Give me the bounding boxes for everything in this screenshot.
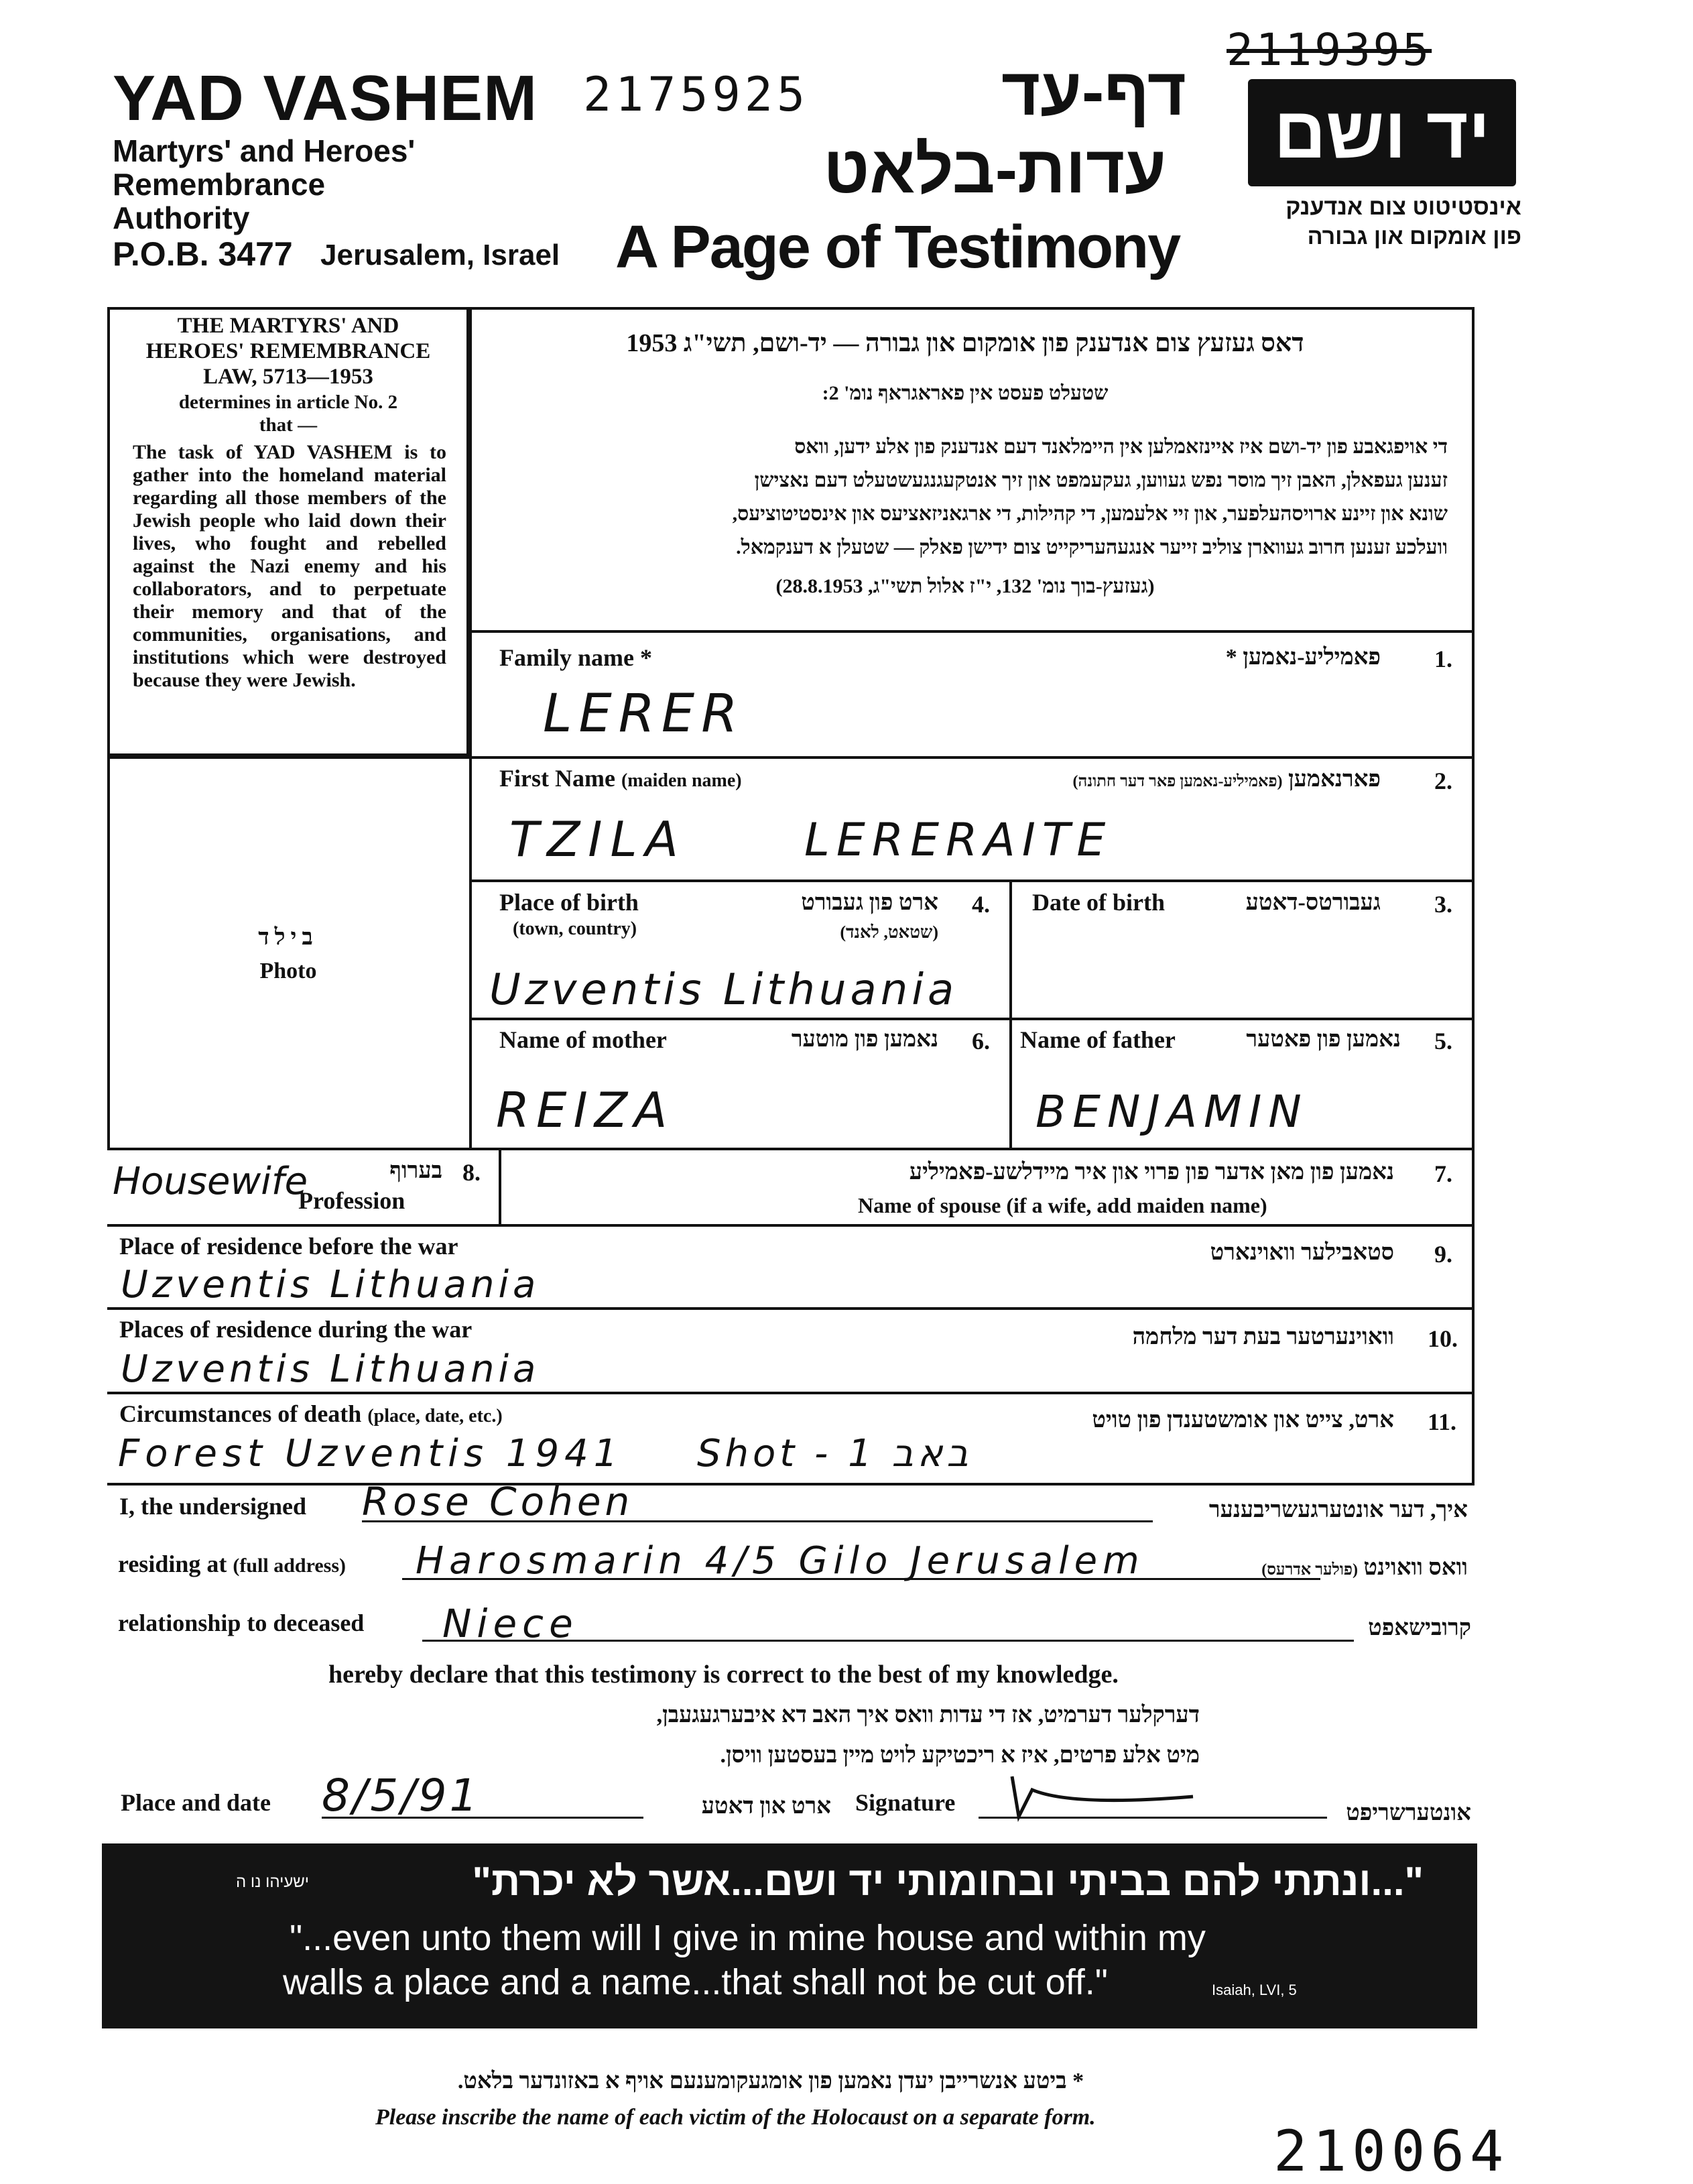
res-during-value[interactable]: Uzventis Lithuania [121, 1347, 540, 1391]
banner-ref: Isaiah, LVI, 5 [1212, 1982, 1297, 1998]
spouse-num: 7. [1434, 1160, 1452, 1187]
frame-left-lower [107, 756, 110, 1148]
first-name-value-1[interactable]: TZILA [509, 811, 686, 867]
logo [1248, 79, 1516, 186]
res-before-label: Place of residence before the war [119, 1233, 458, 1260]
first-name-label-small: (maiden name) [621, 770, 742, 791]
law-line-1: THE MARTYRS' AND [177, 314, 399, 338]
hereby-text: hereby declare that this testimony is correct to the best of my knowledge. [328, 1660, 1119, 1689]
profession-num: 8. [462, 1159, 481, 1186]
rule-above-spouse [107, 1148, 1475, 1150]
first-name-label [499, 764, 742, 792]
logo-caption-1: אינסטיטוט צום אנדענק [1286, 194, 1521, 220]
relationship-value[interactable]: Niece [442, 1601, 578, 1646]
photo-label-hebrew: בילד [258, 925, 318, 950]
relationship-label: relationship to deceased [118, 1610, 365, 1636]
res-before-hebrew: סטאבילער וואוינארט [1210, 1240, 1394, 1265]
hebrew-law-line-2: שטעלט פעסט אין פאראגראף נומ' 2: [822, 382, 1109, 404]
spouse-label: Name of spouse (if a wife, add maiden name) [858, 1193, 1267, 1217]
place-date-hebrew: ארט און דאטע [701, 1794, 831, 1819]
hebrew-law-line-6: וועלכע זענען חרוב געווארן צוליב זייער אנגעהעריקייט צום ידישן פאלק — שטעלן א דענקמאל. [736, 536, 1448, 558]
undersigned-label: I, the undersigned [119, 1493, 307, 1520]
residing-label-main: residing at [118, 1551, 227, 1577]
hebrew-title-1: דף-עד [1001, 54, 1186, 129]
hebrew-law-line-4: זענען געפאלן, האבן זיך מוסר נפש געווען, געקעמפט און זיך אנטקעגנגעשטעלט דעם נאצישן [754, 469, 1448, 491]
place-date-value[interactable]: 8/5/91 [322, 1770, 481, 1821]
undersigned-hebrew: איך, דער אונטערגעשריבענער [1208, 1498, 1468, 1522]
signature-label: Signature [855, 1789, 956, 1816]
mother-value[interactable]: REIZA [496, 1082, 674, 1138]
frame-top [469, 307, 1475, 310]
page-title: A Page of Testimony [615, 214, 1180, 281]
doc-number-stamp: 2175925 [583, 67, 810, 122]
place-of-birth-hebrew: ארט פון געבורט [801, 890, 938, 915]
law-body: The task of YAD VASHEM is to gather into the homeland material regarding all those members of the Jewish people who laid down their lives, who fought and rebelled against the Nazi enemy and his collaborators, and to perpetuate their memory and that of the communities, organisations, and institutions which were destroyed because they were Jewish. [133, 441, 446, 691]
res-before-num: 9. [1434, 1241, 1452, 1268]
org-line-2: Remembrance [113, 167, 326, 202]
hebrew-law-line-1: דאס געזעץ צום אנדענק פון אומקום און גבורה — יד-ושם, תשי"ג 1953 [626, 329, 1304, 357]
banner-hebrew-ref: ישעיהו נו ה [236, 1873, 310, 1891]
place-of-birth-hebrew-small: (שטאט, לאנד) [840, 922, 938, 942]
banner-hebrew: "...ונתתי להם בביתי ובחומותי יד ושם...אשר לא יכרת" [472, 1859, 1424, 1904]
rule-above-res-during [107, 1307, 1475, 1310]
first-name-hebrew-main: פארנאמען [1288, 767, 1381, 792]
family-name-hebrew: פאמיליע-נאמען * [1225, 645, 1381, 670]
residing-hebrew-main: וואס וואוינט [1363, 1555, 1468, 1580]
circumstances-label [119, 1400, 503, 1428]
hebrew-title-2: עדות-בלאט [823, 132, 1166, 207]
circumstances-hebrew: ארט, צייט און אומשטענדן פון טויט [1092, 1408, 1394, 1433]
banner-line-1: "...even unto them will I give in mine house and within my [290, 1918, 1206, 1958]
circumstances-num: 11. [1428, 1408, 1457, 1435]
family-name-label: Family name * [499, 644, 652, 671]
res-during-label: Places of residence during the war [119, 1316, 473, 1343]
res-during-num: 10. [1428, 1325, 1458, 1352]
place-of-birth-num: 4. [972, 891, 990, 918]
family-name-value[interactable]: LERER [543, 684, 745, 744]
relationship-hebrew: קרובישאפט [1368, 1616, 1471, 1640]
logo-text: יד ושם [1273, 92, 1491, 173]
circumstances-label-small: (place, date, etc.) [367, 1406, 503, 1427]
hebrew-decl-2: מיט אלע פרטים, איז א ריכטיקע לויט מיין בעסטען וויסן. [720, 1743, 1200, 1768]
footer-stamp-number: 210064 [1273, 2118, 1509, 2184]
first-name-num: 2. [1434, 768, 1452, 794]
rule-above-family [469, 630, 1475, 633]
circumstances-label-main: Circumstances of death [119, 1400, 362, 1427]
father-label: Name of father [1020, 1026, 1176, 1053]
profession-label: Profession [298, 1187, 405, 1214]
residing-label [118, 1550, 346, 1578]
org-pob: P.O.B. 3477 [113, 235, 293, 273]
mother-num: 6. [972, 1028, 990, 1054]
residing-label-small: (full address) [233, 1555, 346, 1577]
place-of-birth-label: Place of birth [499, 889, 639, 916]
rule-above-circumstances [107, 1392, 1475, 1394]
undersigned-value[interactable]: Rose Cohen [362, 1479, 634, 1524]
frame-right [1472, 307, 1475, 1483]
first-name-value-2[interactable]: LERERAITE [804, 814, 1113, 867]
profession-hebrew: בערוף [389, 1158, 442, 1183]
old-number-crossed: 2119395 [1227, 24, 1432, 76]
residing-hebrew-small: (פולער אדרעס) [1261, 1561, 1358, 1579]
form-left-edge [469, 307, 472, 1148]
rule-below-circumstances [107, 1483, 1475, 1485]
rule-law-box-bottom [107, 756, 472, 759]
first-name-hebrew [871, 767, 1381, 792]
hebrew-law-line-3: די אויפגאבע פון יד-ושם איז איינזאמלען אין היימלאנד דעם אנדענק פון אלע ידען, וואס [794, 436, 1448, 458]
circumstances-value-1[interactable]: Forest Uzventis 1941 [118, 1432, 623, 1475]
first-name-hebrew-small: (פאמיליע-נאמען פאר דער חתונה) [1072, 773, 1283, 790]
rule-above-res-before [107, 1224, 1475, 1227]
footer-english-note: Please inscribe the name of each victim of the Holocaust on a separate form. [375, 2105, 1096, 2130]
family-name-num: 1. [1434, 646, 1452, 672]
hebrew-decl-1: דערקלער דערמיט, אז די עדות וואס איך האב דא איבערגעגעבן, [656, 1703, 1200, 1727]
quote-banner [102, 1843, 1477, 2028]
divider-birth [1009, 879, 1012, 1148]
father-value[interactable]: BENJAMIN [1036, 1086, 1308, 1138]
rule-above-birth [469, 879, 1475, 882]
divider-profession [499, 1148, 501, 1224]
first-name-label-main: First Name [499, 765, 615, 792]
signature-hebrew: אונטערשריפט [1346, 1801, 1471, 1825]
rule-above-parents [469, 1018, 1475, 1020]
spouse-hebrew: נאמען פון מאן אדער פון פרוי און איר מיידלשע-פאמיליע [909, 1160, 1394, 1185]
place-of-birth-value[interactable]: Uzventis Lithuania [489, 965, 958, 1015]
mother-label: Name of mother [499, 1026, 667, 1053]
signature-mark [1005, 1770, 1206, 1823]
father-hebrew: נאמען פון פאטער [1246, 1027, 1401, 1052]
father-num: 5. [1434, 1028, 1452, 1054]
law-line-2: HEROES' REMEMBRANCE [145, 339, 431, 363]
footer-hebrew-note: * ביטע אנשרייבן יעדן נאמען פון אומגעקומענעם אויף א באזונדער בלאט. [457, 2069, 1084, 2094]
place-of-birth-label-small: (town, country) [513, 918, 637, 939]
law-box [107, 307, 469, 756]
hebrew-law-line-7: (געזעץ-בוך נומ' 132, י"ז אלול תשי"ג, 28.8.1953) [775, 575, 1155, 597]
org-name: YAD VASHEM [113, 62, 538, 134]
circumstances-value-2[interactable]: באב 1 - Shot [697, 1432, 973, 1475]
res-before-value[interactable]: Uzventis Lithuania [121, 1263, 540, 1307]
banner-line-2: walls a place and a name...that shall not be cut off." [283, 1962, 1108, 2002]
residing-value[interactable]: Harosmarin 4/5 Gilo Jerusalem [416, 1539, 1145, 1583]
res-during-hebrew: וואוינערטער בעת דער מלחמה [1132, 1325, 1394, 1349]
rule-above-first [469, 756, 1475, 759]
org-line-1: Martyrs' and Heroes' [113, 133, 416, 168]
date-of-birth-label: Date of birth [1032, 889, 1165, 916]
residing-hebrew [1227, 1555, 1468, 1581]
date-of-birth-num: 3. [1434, 891, 1452, 918]
hebrew-law-line-5: שונא און זיינע ארויסהעלפער, און זיי אלעמען, די קהילות, די ארגאניזאציעס און אינסטיטוציעס, [732, 503, 1448, 525]
profession-value[interactable]: Housewife [113, 1160, 308, 1203]
place-date-label: Place and date [121, 1789, 271, 1816]
org-city: Jerusalem, Israel [320, 239, 560, 271]
law-line-5: that — [259, 414, 318, 436]
law-line-4: determines in article No. 2 [178, 391, 398, 413]
law-line-3: LAW, 5713—1953 [203, 365, 373, 389]
mother-hebrew: נאמען פון מוטער [791, 1027, 938, 1052]
photo-label: Photo [259, 959, 317, 983]
logo-caption-2: פון אומקום און גבורה [1307, 224, 1521, 249]
date-of-birth-hebrew: געבורטס-דאטע [1245, 890, 1381, 915]
org-line-3: Authority [113, 200, 250, 235]
